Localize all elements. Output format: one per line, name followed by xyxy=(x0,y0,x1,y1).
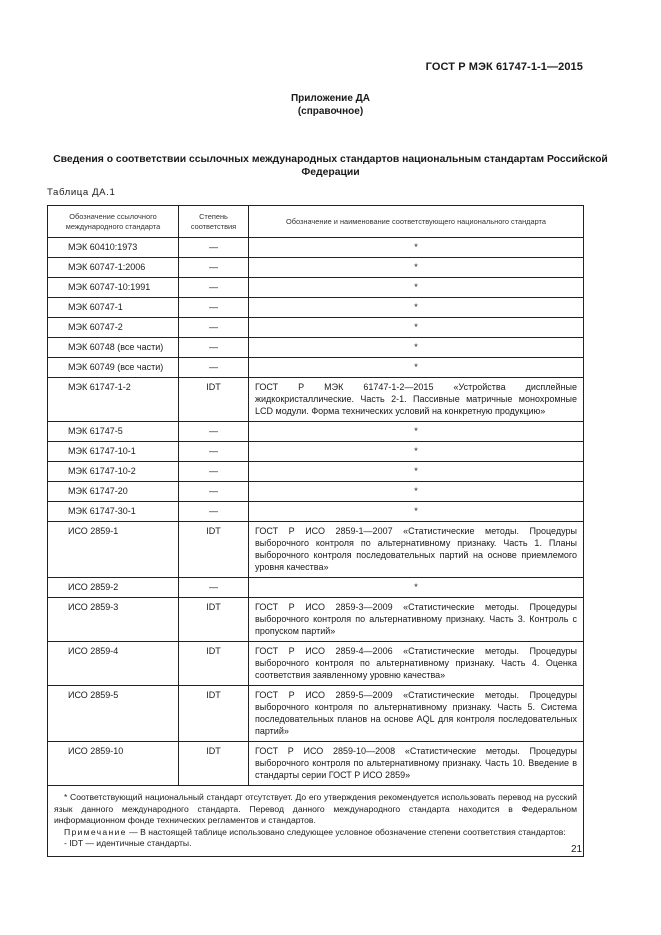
degree-cell: IDT xyxy=(179,642,249,686)
degree-cell: IDT xyxy=(179,598,249,642)
degree-cell: — xyxy=(179,358,249,378)
note-text: — В настоящей таблице использовано следующее условное обозначение степени соответствия стандартов: xyxy=(129,826,566,837)
table-body xyxy=(48,238,584,786)
national-standard-cell: * xyxy=(249,258,584,278)
table-row xyxy=(48,238,584,258)
national-standard-cell: ГОСТ Р ИСО 2859-4—2006 «Статистические методы. Процедуры выборочного контроля по альтернативному признаку. Часть 4. Оценка соответствия заявленному уровню качества» xyxy=(249,642,584,686)
degree-cell: IDT xyxy=(179,742,249,786)
reference-standard-cell: ИСО 2859-3 xyxy=(48,598,179,642)
column-header-degree: Степень соответствия xyxy=(179,206,249,238)
table-row xyxy=(48,642,584,686)
national-standard-cell: ГОСТ Р ИСО 2859-3—2009 «Статистические методы. Процедуры выборочного контроля по альтернативному признаку. Часть 3. Контроль с пропуском партий» xyxy=(249,598,584,642)
degree-cell: — xyxy=(179,338,249,358)
table-header-row xyxy=(48,206,584,238)
degree-cell: IDT xyxy=(179,686,249,742)
reference-standard-cell: ИСО 2859-1 xyxy=(48,522,179,578)
degree-cell: — xyxy=(179,482,249,502)
reference-standard-cell: МЭК 61747-10-1 xyxy=(48,442,179,462)
table-row xyxy=(48,502,584,522)
table-row xyxy=(48,278,584,298)
national-standard-cell: ГОСТ Р МЭК 61747-1-2—2015 «Устройства дисплейные жидкокристаллические. Часть 2-1. Пассивные матричные монохромные LCD модули. Форма технических условий на конкретную продукцию» xyxy=(249,378,584,422)
reference-standard-cell: ИСО 2859-2 xyxy=(48,578,179,598)
national-standard-cell: * xyxy=(249,502,584,522)
national-standard-cell: * xyxy=(249,298,584,318)
national-standard-cell: * xyxy=(249,442,584,462)
national-standard-cell: * xyxy=(249,462,584,482)
national-standard-cell: ГОСТ Р ИСО 2859-1—2007 «Статистические методы. Процедуры выборочного контроля по альтернативному признаку. Часть 1. Планы выборочного контроля последовательных партий на основе приемлемого уровня качества» xyxy=(249,522,584,578)
table-row xyxy=(48,742,584,786)
national-standard-cell: * xyxy=(249,578,584,598)
reference-standard-cell: МЭК 60748 (все части) xyxy=(48,338,179,358)
reference-standard-cell: МЭК 60410:1973 xyxy=(48,238,179,258)
national-standard-cell: * xyxy=(249,482,584,502)
table-row xyxy=(48,422,584,442)
national-standard-cell: * xyxy=(249,318,584,338)
table-row xyxy=(48,318,584,338)
reference-standard-cell: ИСО 2859-5 xyxy=(48,686,179,742)
reference-standard-cell: МЭК 60747-10:1991 xyxy=(48,278,179,298)
national-standard-cell: * xyxy=(249,338,584,358)
degree-cell: — xyxy=(179,578,249,598)
table-row xyxy=(48,358,584,378)
footnote: * Соответствующий национальный стандарт отсутствует. До его утверждения рекомендуется использовать перевод на русский язык данного международного стандарта. Перевод данного международного стандарта находится в Федеральном информационном фонде технических регламентов и стандартов. xyxy=(54,792,577,825)
reference-standard-cell: МЭК 61747-5 xyxy=(48,422,179,442)
page-number: 21 xyxy=(571,844,583,855)
degree-cell: — xyxy=(179,258,249,278)
section-title: Сведения о соответствии ссылочных международных стандартов национальным стандартам Российской Федерации xyxy=(53,154,608,178)
table-label: Таблица ДА.1 xyxy=(47,187,116,198)
national-standard-cell: ГОСТ Р ИСО 2859-10—2008 «Статистические методы. Процедуры выборочного контроля по альтернативному признаку. Часть 10. Введение в стандарты серии ГОСТ Р ИСО 2859» xyxy=(249,742,584,786)
reference-standard-cell: ИСО 2859-4 xyxy=(48,642,179,686)
national-standard-cell: * xyxy=(249,422,584,442)
reference-standard-cell: МЭК 60747-1:2006 xyxy=(48,258,179,278)
table-notes xyxy=(48,786,584,857)
reference-standard-cell: МЭК 60747-1 xyxy=(48,298,179,318)
national-standard-cell: * xyxy=(249,238,584,258)
table-row xyxy=(48,598,584,642)
reference-standard-cell: МЭК 60749 (все части) xyxy=(48,358,179,378)
note-item: - IDT — идентичные стандарты. xyxy=(64,838,192,848)
reference-standard-cell: МЭК 61747-20 xyxy=(48,482,179,502)
note xyxy=(54,827,577,839)
degree-cell: — xyxy=(179,502,249,522)
degree-cell: IDT xyxy=(179,378,249,422)
reference-standard-cell: МЭК 61747-30-1 xyxy=(48,502,179,522)
national-standard-cell: * xyxy=(249,278,584,298)
degree-cell: — xyxy=(179,422,249,442)
reference-standard-cell: МЭК 60747-2 xyxy=(48,318,179,338)
column-header-national: Обозначение и наименование соответствующего национального стандарта xyxy=(249,206,584,238)
degree-cell: — xyxy=(179,238,249,258)
table-row xyxy=(48,298,584,318)
annex-heading xyxy=(0,92,661,118)
degree-cell: — xyxy=(179,318,249,338)
degree-cell: — xyxy=(179,442,249,462)
annex-subtitle: (справочное) xyxy=(297,106,364,117)
reference-standard-cell: МЭК 61747-1-2 xyxy=(48,378,179,422)
correspondence-table xyxy=(47,205,584,857)
degree-cell: — xyxy=(179,298,249,318)
degree-cell: — xyxy=(179,278,249,298)
national-standard-cell: ГОСТ Р ИСО 2859-5—2009 «Статистические методы. Процедуры выборочного контроля по альтернативному признаку. Часть 5. Система последовательных планов на основе AQL для контроля последовательных партий» xyxy=(249,686,584,742)
column-header-reference: Обозначение ссылочного международного стандарта xyxy=(48,206,179,238)
table-row xyxy=(48,522,584,578)
table-row xyxy=(48,258,584,278)
table-notes-row xyxy=(48,786,584,857)
national-standard-cell: * xyxy=(249,358,584,378)
table-row xyxy=(48,442,584,462)
table-row xyxy=(48,378,584,422)
table-row xyxy=(48,482,584,502)
degree-cell: — xyxy=(179,462,249,482)
table-row xyxy=(48,462,584,482)
note-label: Примечание xyxy=(64,826,127,837)
annex-title: Приложение ДА xyxy=(290,93,371,104)
table-row xyxy=(48,578,584,598)
table-row xyxy=(48,338,584,358)
table-row xyxy=(48,686,584,742)
document-header: ГОСТ Р МЭК 61747-1-1—2015 xyxy=(425,61,583,73)
degree-cell: IDT xyxy=(179,522,249,578)
reference-standard-cell: МЭК 61747-10-2 xyxy=(48,462,179,482)
reference-standard-cell: ИСО 2859-10 xyxy=(48,742,179,786)
